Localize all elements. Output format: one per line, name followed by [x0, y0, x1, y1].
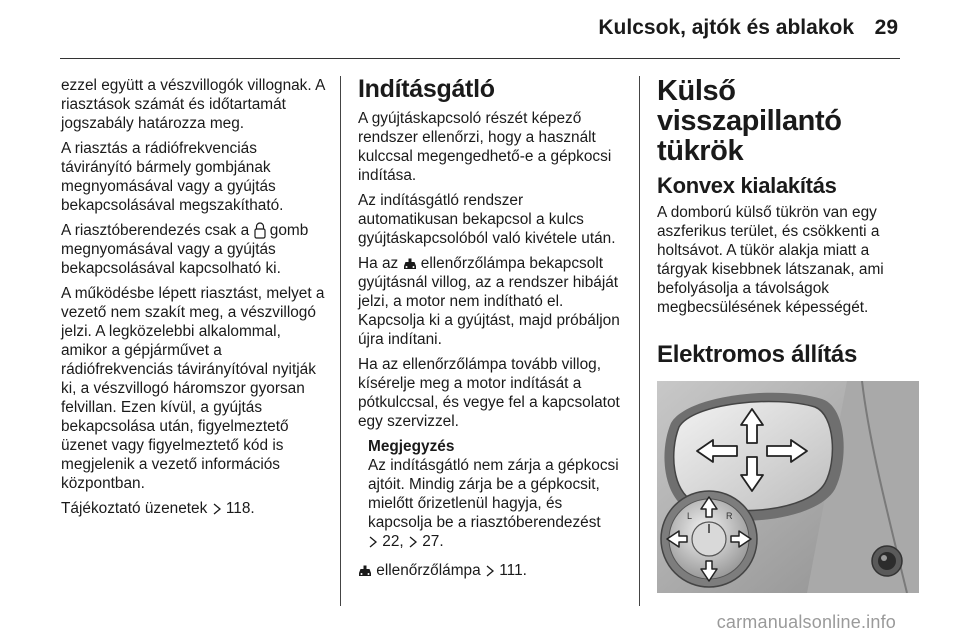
paragraph-text: ellenőrzőlámpa bekapcsolt gyújtásnál villog, az a rendszer hibáját jelzi, a motor nem indítható el. Kapcsolja ki a gyújtást, majd próbáljon újra indítani.: [358, 255, 620, 348]
reference-text: ellenőrzőlámpa: [376, 562, 481, 579]
page-reference[interactable]: 111.: [499, 562, 527, 579]
page-reference[interactable]: 27.: [422, 533, 444, 550]
knob-right-label: R: [726, 511, 733, 521]
mirror-adjustment-illustration: [657, 381, 919, 593]
lock-button-icon: [254, 222, 266, 239]
paragraph-text: gomb megnyomásával vagy a gyújtás bekapcsolásával kapcsolható ki.: [61, 222, 309, 277]
reference-arrow-icon: [408, 536, 418, 548]
page-reference[interactable]: 118.: [225, 500, 255, 517]
reference-text: Tájékoztató üzenetek: [61, 500, 208, 517]
column-divider-1: [340, 76, 341, 606]
header-title: Kulcsok, ajtók és ablakok: [598, 16, 854, 39]
header-rule: [60, 58, 900, 59]
note-text: Az indításgátló nem zárja a gépkocsi ajtóit. Mindig zárja be a gépkocsit, mielőtt őrizetlenül hagyja, és kapcsolja be a riasztóberendezést: [368, 457, 619, 531]
paragraph: [358, 254, 626, 349]
watermark: carmanualsonline.info: [716, 612, 896, 632]
paragraph-text: A riasztóberendezés csak a: [61, 222, 250, 239]
note-title: Megjegyzés: [368, 438, 455, 455]
paragraph: A működésbe lépett riasztást, melyet a vezető nem szakít meg, a vészvillogó jelzi. A legközelebbi alkalommal, amikor a gépjárművet a rádiófrekvenciás távirányítóval nyitják ki, a vészvillogó háromszor gyorsan felvillan. Ezen kívül, a gyújtás bekapcsolása után, figyelmeztető üzenet vagy figyelmeztető kód is megjelenik a vezető információs központban.: [61, 285, 325, 492]
reference-arrow-icon: [212, 503, 222, 515]
paragraph: [61, 499, 329, 518]
paragraph-text: Ha az: [358, 255, 399, 272]
paragraph: A domború külső tükrön van egy aszferikus terület, és csökkenti a holtsávot. A tükör alakja miatt a tárgyak kisebbnek látszanak, ami befolyásolja a távolságok megbecsülésének képességét.: [657, 204, 884, 316]
immobilizer-car-key-icon: [403, 258, 417, 270]
paragraph: [358, 561, 626, 580]
column-divider-2: [639, 76, 640, 606]
paragraph: A riasztás a rádiófrekvenciás távirányító bármely gombjának megnyomásával vagy a gyújtás bekapcsolásával megszakítható.: [61, 140, 284, 214]
paragraph: ezzel együtt a vészvillogók villognak. A riasztások számát és időtartamát jogszabály határozza meg.: [61, 77, 325, 132]
reference-arrow-icon: [368, 536, 378, 548]
paragraph: Az indításgátló rendszer automatikusan bekapcsol a kulcs gyújtáskapcsolóból való kivétele után.: [358, 192, 616, 247]
section-heading: Külső visszapillantó tükrök: [657, 75, 842, 167]
reference-arrow-icon: [485, 565, 495, 577]
column-2: [358, 76, 626, 586]
knob-left-label: L: [687, 511, 693, 521]
immobilizer-car-key-icon: [358, 565, 372, 577]
paragraph: Ha az ellenőrzőlámpa tovább villog, kísérelje meg a motor indítását a pótkulccsal, és vegye fel a kapcsolatot egy szervizzel.: [358, 356, 620, 430]
page-number: 29: [874, 16, 898, 39]
page-reference[interactable]: 22,: [382, 533, 404, 550]
note-box: [358, 437, 626, 551]
subsection-heading: Elektromos állítás: [657, 341, 858, 368]
section-heading: Indításgátló: [358, 75, 495, 103]
subsection-heading: Konvex kialakítás: [657, 173, 837, 198]
paragraph: A gyújtáskapcsoló részét képező rendszer ellenőrzi, hogy a használt kulccsal megengedhető-e a gépkocsi indítása.: [358, 110, 612, 184]
column-1: [61, 76, 329, 524]
column-3: [657, 76, 917, 593]
paragraph: [61, 221, 329, 278]
